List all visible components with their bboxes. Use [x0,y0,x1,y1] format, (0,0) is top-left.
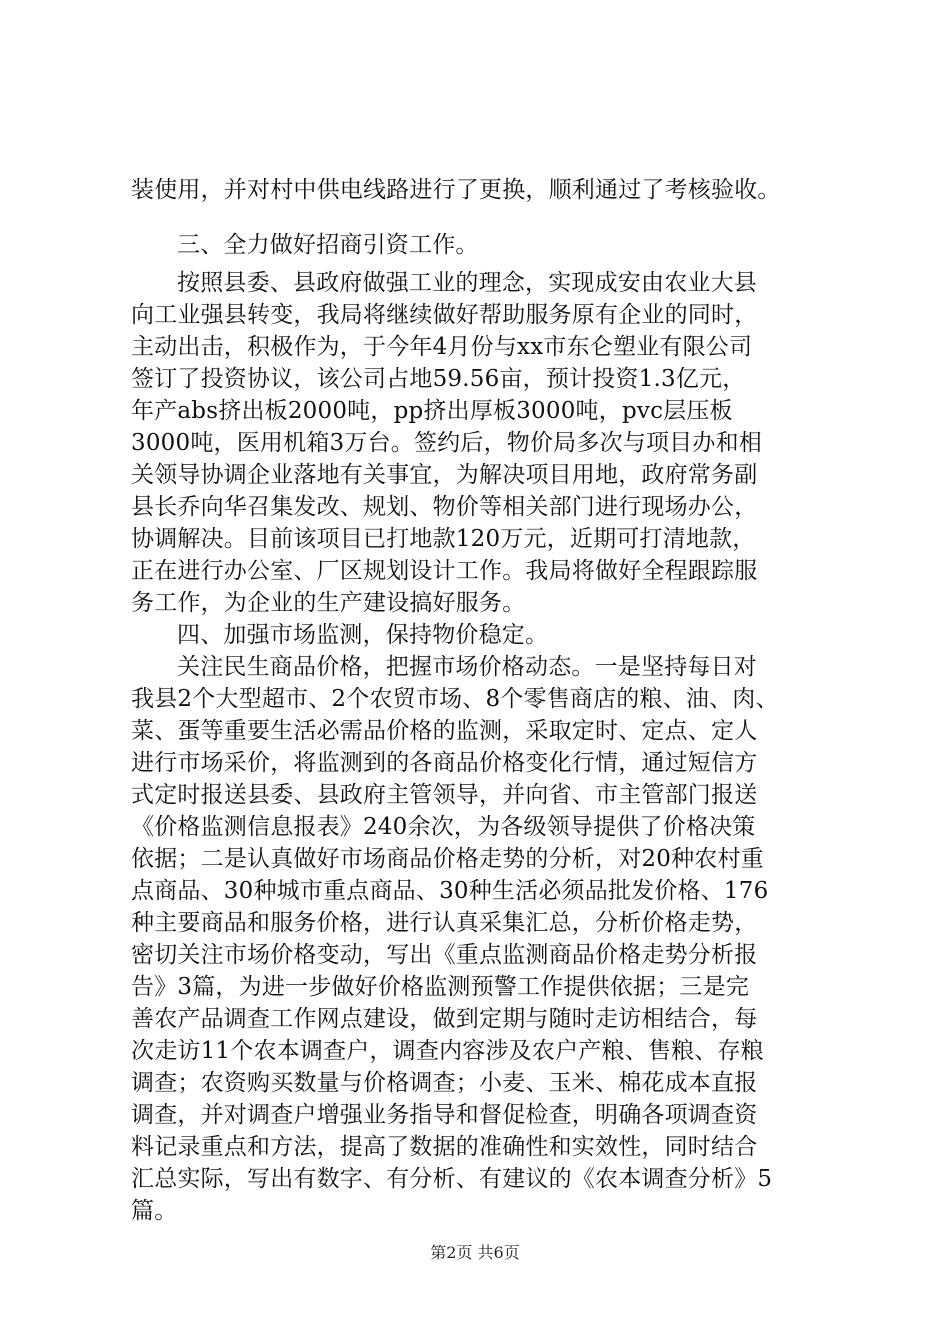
text-line: 调查；农资购买数量与价格调查；小麦、玉米、棉花成本直报 [131,1070,758,1096]
text-line: 点商品、30种城市重点商品、30种生活必须品批发价格、176 [131,878,769,904]
text-line: 向工业强县转变，我局将继续做好帮助服务原有企业的同时， [131,302,758,328]
text-line: 篇。 [131,1198,178,1224]
text-line: 依据；二是认真做好市场商品价格走势的分析，对20种农村重 [131,846,764,872]
text-line: 3000吨，医用机箱3万台。签约后，物价局多次与项目办和相 [131,430,762,456]
text-line: 我县2个大型超市、2个农贸市场、8个零售商店的粮、油、肉、 [131,686,779,712]
text-line: 《价格监测信息报表》240余次，为各级领导提供了价格决策 [131,814,756,840]
text-line: 按照县委、县政府做强工业的理念，实现成安由农业大县 [177,270,757,296]
text-line: 调查，并对调查户增强业务指导和督促检查，明确各项调查资 [131,1102,758,1128]
text-line: 次走访11个农本调查户，调查内容涉及农户产粮、售粮、存粮 [131,1038,764,1064]
text-line: 关注民生商品价格，把握市场价格动态。一是坚持每日对 [177,654,757,680]
text-line: 密切关注市场价格变动，写出《重点监测商品价格走势分析报 [131,942,758,968]
text-line: 汇总实际，写出有数字、有分析、有建议的《农本调查分析》5 [131,1166,773,1192]
text-line: 关领导协调企业落地有关事宜，为解决项目用地，政府常务副 [131,462,758,488]
text-line: 协调解决。目前该项目已打地款120万元，近期可打清地款， [131,526,756,552]
text-line: 进行市场采价，将监测到的各商品价格变化行情，通过短信方 [131,750,758,776]
text-line: 县长乔向华召集发改、规划、物价等相关部门进行现场办公， [131,494,758,520]
section-heading: 四、加强市场监测，保持物价稳定。 [177,622,549,648]
text-line: 菜、蛋等重要生活必需品价格的监测，采取定时、定点、定人 [131,718,758,744]
text-line: 料记录重点和方法，提高了数据的准确性和实效性，同时结合 [131,1134,758,1160]
text-line: 式定时报送县委、县政府主管领导，并向省、市主管部门报送 [131,782,758,808]
text-line: 签订了投资协议，该公司占地59.56亩，预计投资1.3亿元， [131,366,746,392]
text-line: 种主要商品和服务价格，进行认真采集汇总，分析价格走势， [131,910,758,936]
text-line: 装使用，并对村中供电线路进行了更换，顺利通过了考核验收。 [131,177,781,203]
page-number-footer: 第2页 共6页 [430,1243,520,1262]
text-line: 善农产品调查工作网点建设，做到定期与随时走访相结合，每 [131,1006,758,1032]
text-line: 正在进行办公室、厂区规划设计工作。我局将做好全程跟踪服 [131,558,758,584]
text-line: 务工作，为企业的生产建设搞好服务。 [131,590,526,616]
section-heading: 三、全力做好招商引资工作。 [177,232,479,258]
text-line: 主动出击，积极作为，于今年4月份与xx市东仑塑业有限公司 [131,334,753,360]
text-line: 告》3篇，为进一步做好价格监测预警工作提供依据；三是完 [131,974,750,1000]
text-line: 年产abs挤出板2000吨，pp挤出厚板3000吨，pvc层压板 [131,398,733,424]
